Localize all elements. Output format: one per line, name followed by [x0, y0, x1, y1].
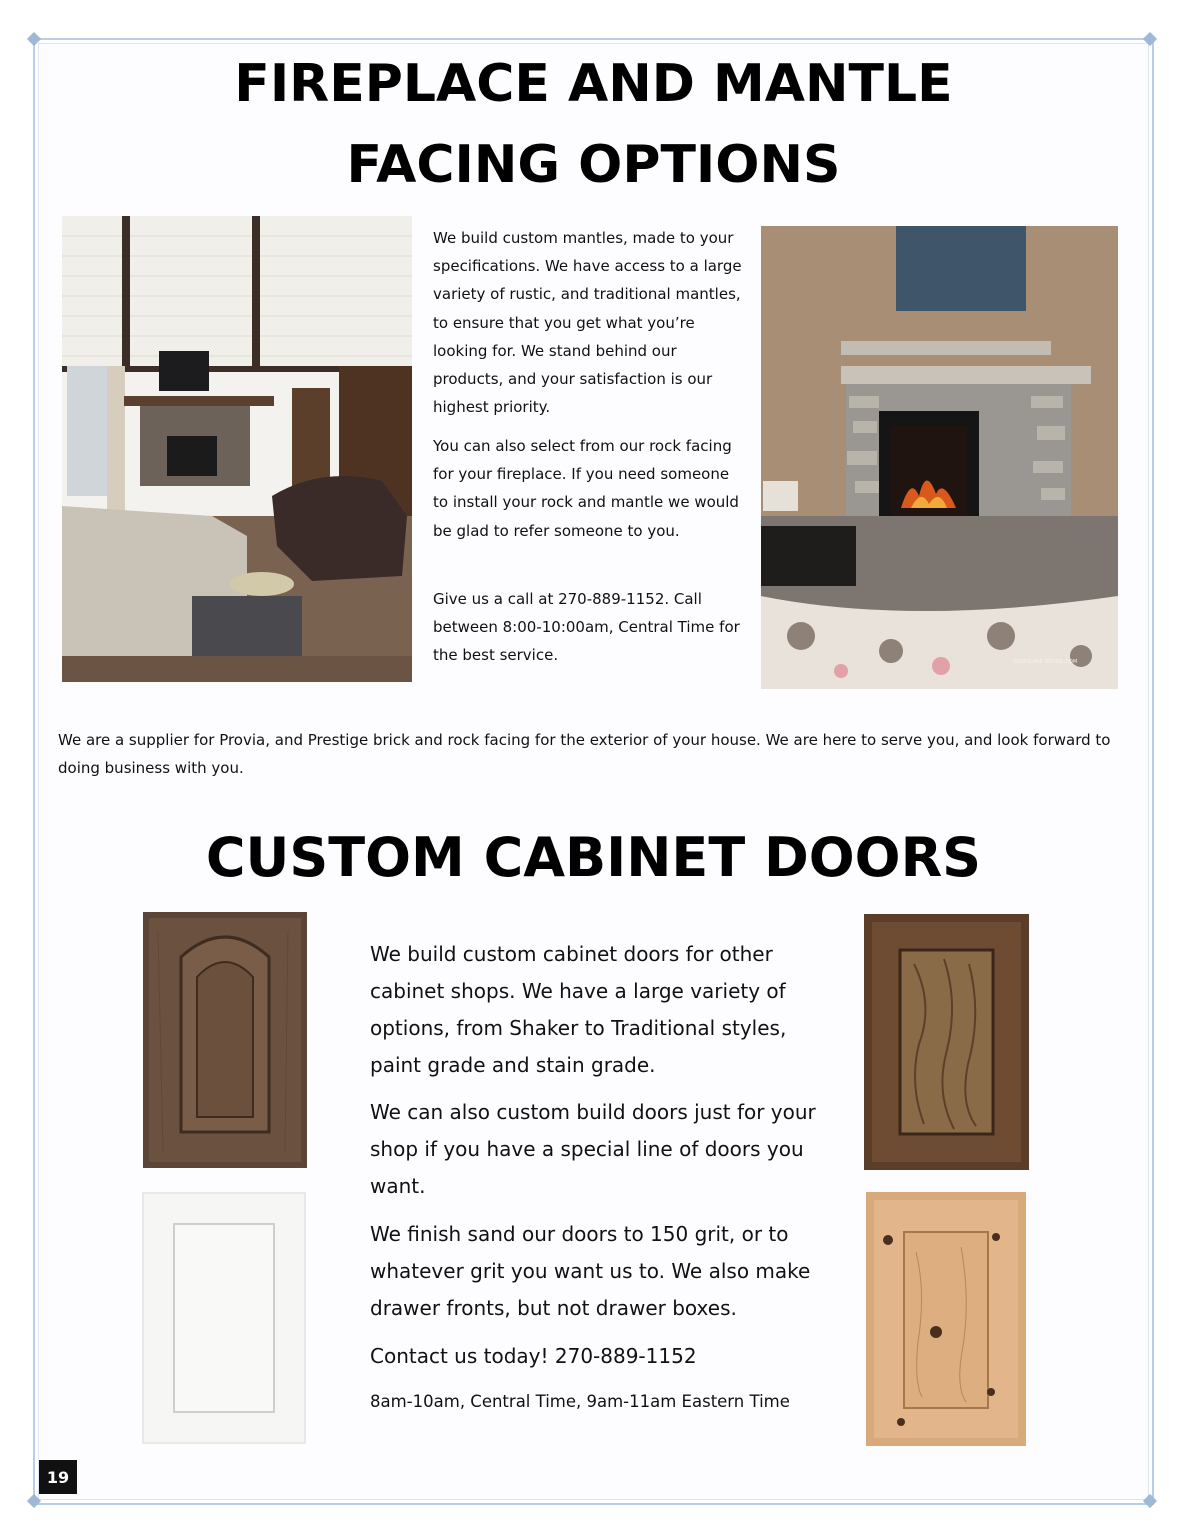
- supplier-note: We are a supplier for Provia, and Prestige brick and rock facing for the exterior of your house. We are here to serve you, and look forward to doing business with you.: [58, 731, 1111, 777]
- stone-fireplace-photo: [761, 226, 1118, 689]
- knotty-pine-door: [866, 1192, 1026, 1446]
- call-paragraph: Give us a call at 270-889-1152. Call between 8:00-10:00am, Central Time for the best service.: [433, 590, 740, 665]
- section-title-line2: FACING OPTIONS: [346, 135, 841, 195]
- oak-shaker-door: [864, 914, 1029, 1170]
- cabinet-intro-paragraph: We build custom cabinet doors for other cabinet shops. We have a large variety of options, from Shaker to Traditional styles, paint grade and stain grade.: [370, 942, 787, 1077]
- section-title-line1: FIREPLACE AND MANTLE: [234, 54, 953, 114]
- page-number: 19: [39, 1460, 77, 1494]
- mantle-paragraph: We build custom mantles, made to your specifications. We have access to a large variety of rustic, and traditional mantles, to ensure that you get what you’re looking for. We stand behind our products, and your satisfaction is our highest priority.: [433, 229, 742, 417]
- rock-facing-paragraph: You can also select from our rock facing for your fireplace. If you need someone to install your rock and mantle we would be glad to refer someone to you.: [433, 437, 739, 540]
- hours-line: 8am-10am, Central Time, 9am-11am Eastern Time: [370, 1392, 790, 1411]
- white-shaker-door: [142, 1192, 306, 1444]
- photo-watermark: SILVERLAKE DIGITAL.COM: [1013, 659, 1078, 665]
- special-line-paragraph: We can also custom build doors just for your shop if you have a special line of doors you want.: [370, 1100, 816, 1198]
- contact-line: Contact us today! 270-889-1152: [370, 1344, 697, 1368]
- dark-stained-raised-panel-door: [143, 912, 307, 1168]
- living-room-fireplace-photo: [62, 216, 412, 682]
- cabinet-doors-title: CUSTOM CABINET DOORS: [205, 826, 982, 889]
- sanding-paragraph: We finish sand our doors to 150 grit, or to whatever grit you want us to. We also make drawer fronts, but not drawer boxes.: [370, 1222, 811, 1320]
